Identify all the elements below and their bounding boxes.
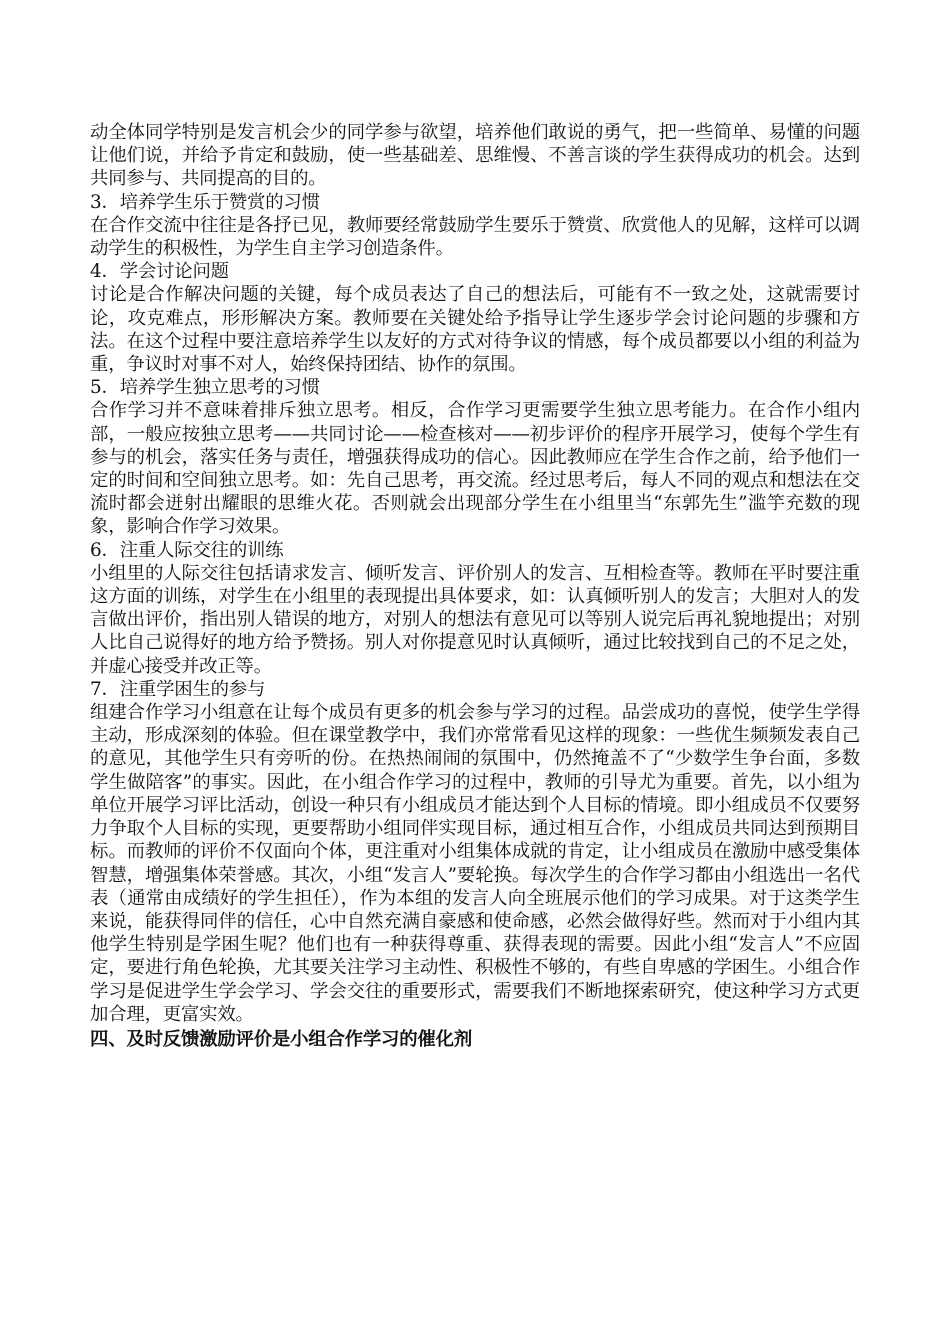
paragraph-intro: 动全体同学特别是发言机会少的同学参与欲望，培养他们敢说的勇气，把一些简单、易懂的问题让他们说，并给予肯定和鼓励，使一些基础差、思维慢、不善言谈的学生获得成功的机会。达到共同参与、共同提高的目的。: [90, 122, 860, 190]
paragraph-4: 讨论是合作解决问题的关键，每个成员表达了自己的想法后，可能有不一致之处，这就需要讨论，攻克难点，形形解决方案。教师要在关键处给予指导让学生逐步学会讨论问题的步骤和方法。在这个过程中要注意培养学生以友好的方式对待争议的情感，每个成员都要以小组的利益为重，争议时对事不对人，始终保持团结、协作的氛围。: [90, 284, 860, 376]
heading-6: 6．注重人际交往的训练: [90, 539, 284, 561]
heading-5: 5．培养学生独立思考的习惯: [90, 377, 320, 399]
paragraph-5: 合作学习并不意味着排斥独立思考。相反，合作学习更需要学生独立思考能力。在合作小组内部，一般应按独立思考——共同讨论——检查核对——初步评价的程序开展学习，使每个学生有参与的机会，落实任务与责任，增强获得成功的信心。因此教师应在学生合作之前，给予他们一定的时间和空间独立思考。如：先自己思考，再交流。经过思考后，每人不同的观点和想法在交流时都会迸射出耀眼的思维火花。否则就会出现部分学生在小组里当“东郭先生”滥竽充数的现象，影响合作学习效果。: [90, 400, 860, 538]
document-body: [90, 121, 860, 1054]
heading-3: 3．培养学生乐于赞赏的习惯: [90, 191, 320, 213]
paragraph-3: 在合作交流中往往是各抒已见，教师要经常鼓励学生要乐于赞赏、欣赏他人的见解，这样可以调动学生的积极性，为学生自主学习创造条件。: [90, 214, 860, 260]
heading-4: 4．学会讨论问题: [90, 261, 229, 283]
paragraph-7: 组建合作学习小组意在让每个成员有更多的机会参与学习的过程。品尝成功的喜悦，使学生学得主动，形成深刻的体验。但在课堂教学中，我们亦常常看见这样的现象：一些优生频频发表自己的意见，其他学生只有旁听的份。在热热闹闹的氛围中，仍然掩盖不了“少数学生争台面，多数学生做陪客”的事实。因此，在小组合作学习的过程中，教师的引导尤为重要。首先，以小组为单位开展学习评比活动，创设一种只有小组成员才能达到个人目标的情境。即小组成员不仅要努力争取个人目标的实现，更要帮助小组同伴实现目标，通过相互合作，小组成员共同达到预期目标。而教师的评价不仅面向个体，更注重对小组集体成就的肯定，让小组成员在激励中感受集体智慧，增强集体荣誉感。其次，小组“发言人”要轮换。每次学生的合作学习都由小组选出一名代表（通常由成绩好的学生担任），作为本组的发言人向全班展示他们的学习成果。对于这类学生来说，能获得同伴的信任，心中自然充满自豪感和使命感，必然会做得好些。然而对于小组内其他学生特别是学困生呢？他们也有一种获得尊重、获得表现的需要。因此小组“发言人”不应固定，要进行角色轮换，尤其要关注学习主动性、积极性不够的，有些自卑感的学困生。小组合作学习是促进学生学会学习、学会交往的重要形式，需要我们不断地探索研究，使这种学习方式更加合理，更富实效。: [90, 702, 860, 1025]
heading-7: 7．注重学困生的参与: [90, 678, 266, 700]
paragraph-6: 小组里的人际交往包括请求发言、倾听发言、评价别人的发言、互相检查等。教师在平时要注重这方面的训练，对学生在小组里的表现提出具体要求，如：认真倾听别人的发言；大胆对人的发言做出评价，指出别人错误的地方，对别人的想法有意见可以等别人说完后再礼貌地提出；对别人比自己说得好的地方给予赞扬。别人对你提意见时认真倾听，通过比较找到自己的不足之处，并虚心接受并改正等。: [90, 562, 860, 677]
section-heading-4: 四、及时反馈激励评价是小组合作学习的催化剂: [90, 1028, 473, 1050]
